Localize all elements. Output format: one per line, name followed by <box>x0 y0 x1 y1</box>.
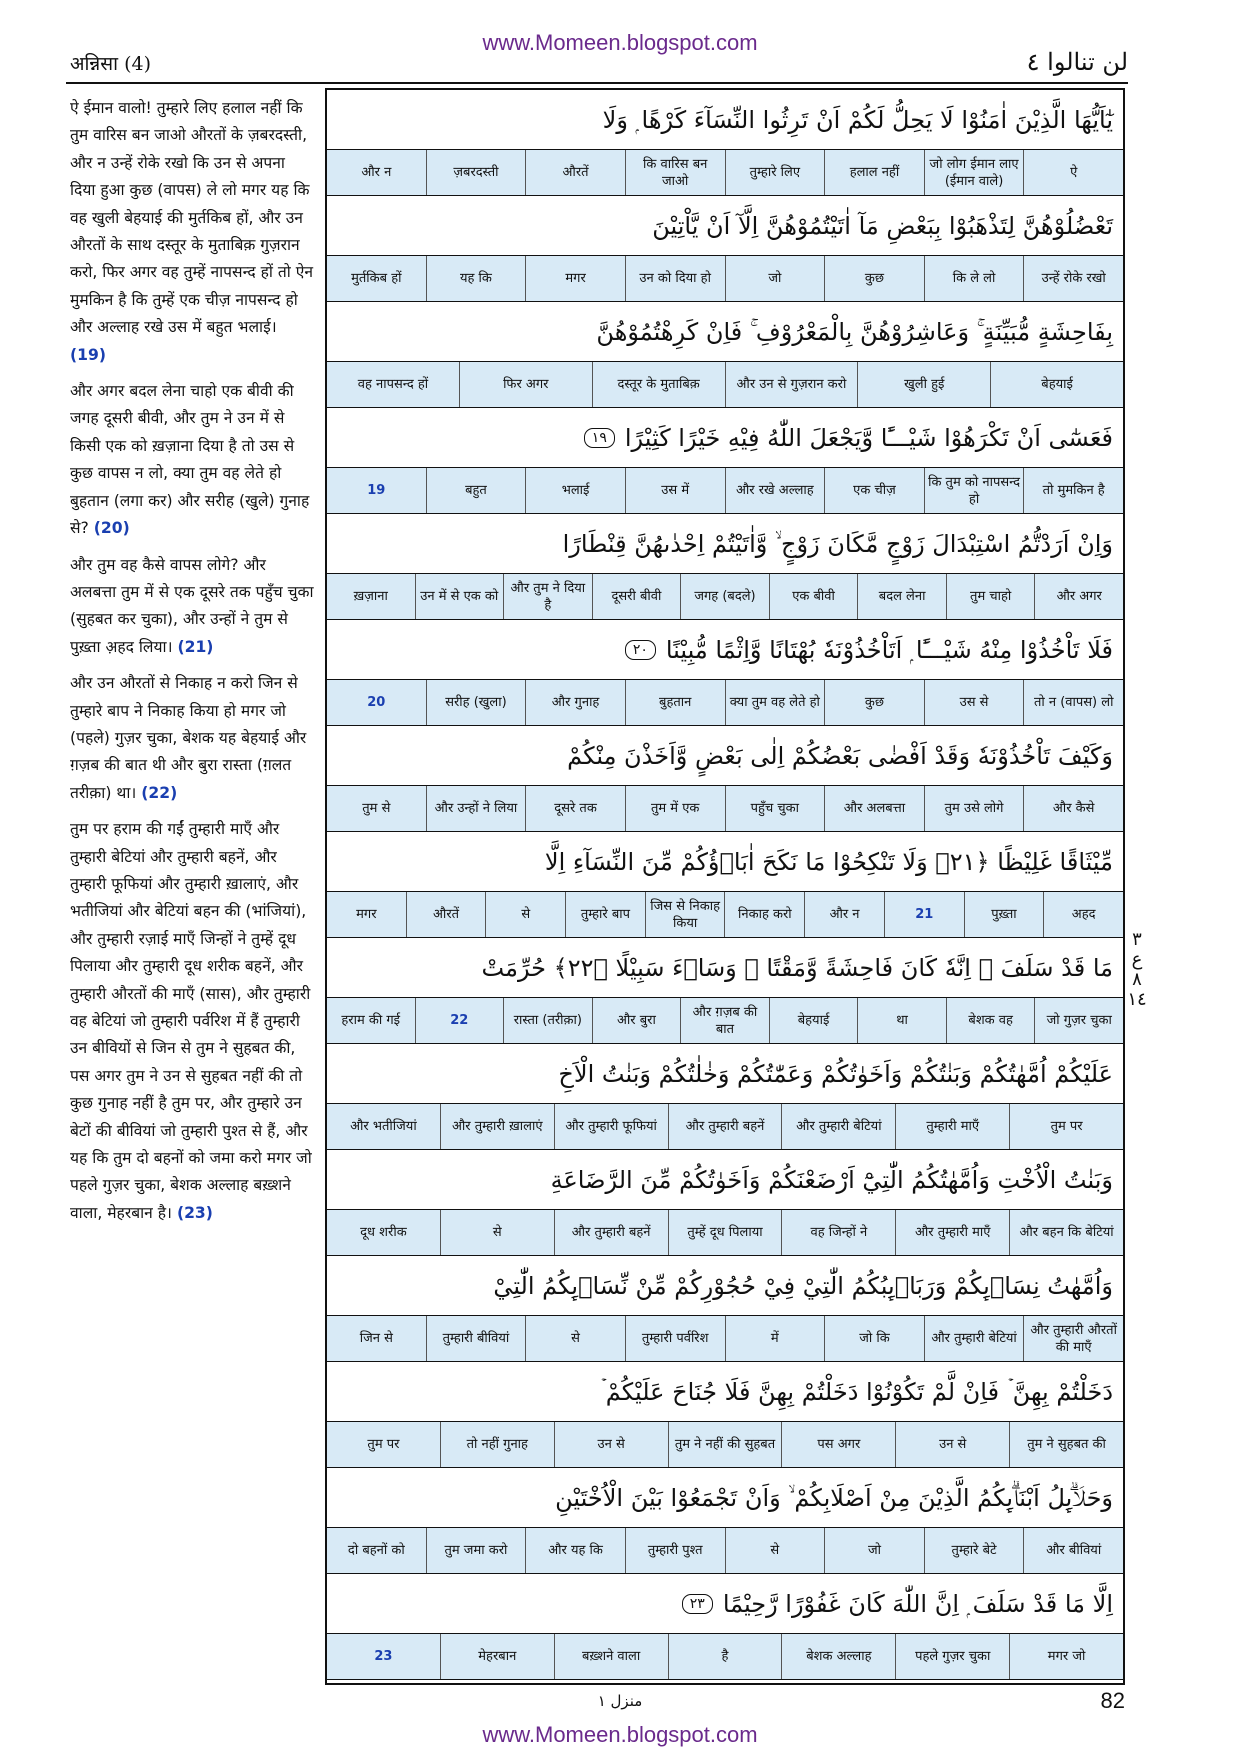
word-cell: बेशक वह <box>946 998 1035 1043</box>
word-cell: पुख़्ता <box>964 892 1044 937</box>
word-cell: तो मुमकिन है <box>1023 468 1123 513</box>
arabic-text: وَكَيْفَ تَاْخُذُوْنَهٗ وَقَدْ اَفْضٰى بَعْضُكُمْ اِلٰى بَعْضٍ وَّاَخَذْنَ مِنْكُمْ <box>567 741 1113 770</box>
word-cell: जो गुज़र चुका <box>1034 998 1123 1043</box>
word-cell: दूसरी बीवी <box>592 574 681 619</box>
word-cell: खुली हुई <box>857 362 990 407</box>
word-cell: जो <box>824 1528 924 1573</box>
word-cell: दस्तूर के मुताबिक़ <box>592 362 725 407</box>
word-cell: कुछ <box>824 256 924 301</box>
word-row <box>327 1634 1123 1680</box>
arabic-text: مَا قَدْ سَلَفَ ۭ اِنَّهٗ كَانَ فَاحِشَةً وَّمَقْتًا ۭ وَسَاۗءَ سَبِيْلًا ﴿٢٢﴾ حُرِّمَتْ <box>481 953 1113 982</box>
word-row <box>327 468 1123 514</box>
word-cell: और तुम ने दिया है <box>503 574 592 619</box>
word-cell: दो बहनों को <box>347 1543 405 1558</box>
arabic-text: مِّيْثَاقًا غَلِيْظًا ﴿٢١﴾ وَلَا تَنْكِحُوْا مَا نَكَحَ اٰبَاۗؤُكُمْ مِّنَ النِّسَآءِ اِلَّا <box>544 847 1113 876</box>
word-cell: 19 <box>367 483 386 498</box>
word-cell: मगर जो <box>1009 1634 1123 1679</box>
word-cell: उन से <box>554 1422 668 1467</box>
word-row <box>327 150 1123 196</box>
arabic-line <box>327 1256 1123 1316</box>
word-cell: बेशक अल्लाह <box>781 1634 895 1679</box>
word-cell: जिस से निकाह किया <box>645 892 725 937</box>
word-cell: बख़्शने वाला <box>554 1634 668 1679</box>
header-divider <box>66 82 1128 84</box>
arabic-text: يٰٓاَيُّهَا الَّذِيْنَ اٰمَنُوْا لَا يَحِلُّ لَكُمْ اَنْ تَرِثُوا النِّسَآءَ كَرْهًا ۭ وَلَا <box>602 105 1113 134</box>
word-cell: निकाह करो <box>724 892 804 937</box>
word-cell: तुम्हारी माएँ <box>895 1104 1009 1149</box>
arabic-line <box>327 514 1123 574</box>
word-cell: तुम जमा करो <box>426 1528 526 1573</box>
word-cell: और गुनाह <box>525 680 625 725</box>
word-cell: और बहन कि बेटियां <box>1009 1210 1123 1255</box>
word-cell: से <box>525 1316 625 1361</box>
word-cell: से <box>485 892 565 937</box>
word-row <box>327 1422 1123 1468</box>
arabic-text: عَلَيْكُمْ اُمَّهٰتُكُمْ وَبَنٰتُكُمْ وَاَخَوٰتُكُمْ وَعَمّٰتُكُمْ وَخٰلٰتُكُمْ وَبَنٰتُ الْاَخِ <box>558 1059 1113 1088</box>
translation-text: तुम पर हराम की गईं तुम्हारी माएँ और तुम्हारी बेटियां और तुम्हारी बहनें, और तुम्हारी फूफियां और तुम्हारी ख़ालाएं, और भतीजियां और बेटियां बहन की (भांजियां), और तुम्हारी रज़ाई माएँ जिन्हों ने तुम्हें दूध पिलाया और तुम्हारी दूध शरीक बहनें, और तुम्हारी औरतों की माएँ (सास), और तुम्हारी वह बेटियां जो तुम्हारी पर्वरिश में हैं तुम्हारी उन बीवियों से जिन से तुम ने सुहबत की, पस अगर तुम ने उन से सुहबत नहीं की तो कुछ गुनाह नहीं है तुम पर, और तुम्हारे उन बेटों की बीवियां जो तुम्हारी पुश्त से हैं, और यह कि तुम दो बहनों को जमा करो मगर जो पहले गुज़र चुका, बेशक अल्लाह बख़्शने वाला, मेहरबान है। <box>70 820 312 1222</box>
translation-text: ऐ ईमान वालो! तुम्हारे लिए हलाल नहीं कि तुम वारिस बन जाओ औरतों के ज़बरदस्ती, और न उन्हें रोके रखो कि उन से अपना दिया हुआ कुछ (वापस) ले लो मगर यह कि वह खुली बेहयाई की मुर्तकिब हों, और उन औरतों के साथ दस्तूर के मुताबिक़ गुज़रान करो, फिर अगर वह तुम्हें नापसन्द हों तो ऐन मुमकिन है कि तुम्हें एक चीज़ नापसन्द हो और अल्लाह रखे उस में बहुत भलाई। <box>70 99 314 337</box>
arabic-line <box>327 938 1123 998</box>
arabic-line <box>327 196 1123 256</box>
word-cell: तुम ने सुहबत की <box>1009 1422 1123 1467</box>
verse-number: (20) <box>93 519 130 538</box>
page-number: 82 <box>1100 1688 1125 1713</box>
word-cell: तुम ने नहीं की सुहबत <box>668 1422 782 1467</box>
word-cell: और तुम्हारी बेटियां <box>924 1316 1024 1361</box>
translation-text: और तुम वह कैसे वापस लोगे? और अलबत्ता तुम में से एक दूसरे तक पहुँच चुका (सुहबत कर चुका), और उन्हों ने तुम से पुख़्ता अ़हद लिया। <box>70 555 314 656</box>
footer-url[interactable]: www.Momeen.blogspot.com <box>482 1722 758 1747</box>
word-cell: क्या तुम वह लेते हो <box>725 680 825 725</box>
arabic-text: تَعْضُلُوْهُنَّ لِتَذْهَبُوْا بِبَعْضِ مَآ اٰتَيْتُمُوْهُنَّ اِلَّآ اَنْ يَّاْتِيْنَ <box>652 211 1113 240</box>
word-cell: और अगर <box>1034 574 1123 619</box>
surah-name: अन्निसा (4) <box>70 53 151 75</box>
word-cell: और ग़ज़ब की बात <box>680 998 769 1043</box>
word-cell: तुम पर <box>367 1437 400 1452</box>
verse-band <box>327 408 1123 514</box>
ruku-mark <box>1127 930 1147 1010</box>
arabic-text: وَاُمَّهٰتُ نِسَاۗىِٕكُمْ وَرَبَاۗىِٕبُكُمُ الّٰتِيْ فِيْ حُجُوْرِكُمْ مِّنْ نِّسَاۗىِٕكُمُ الّٰتِيْ <box>493 1271 1113 1300</box>
arabic-line <box>327 832 1123 892</box>
word-cell: और उन से गुज़रान करो <box>725 362 858 407</box>
translation-paragraph <box>70 670 315 807</box>
word-cell: और कैसे <box>1023 786 1123 831</box>
word-cell: तुम में एक <box>625 786 725 831</box>
verse-number: (23) <box>176 1203 213 1222</box>
ruku-mark-glyph: ع <box>1131 949 1143 970</box>
arabic-line <box>327 408 1123 468</box>
word-cell: 21 <box>884 892 964 937</box>
arabic-text: وَاِنْ اَرَدْتُّمُ اسْتِبْدَالَ زَوْجٍ مَّكَانَ زَوْجٍ ۙ وَّاٰتَيْتُمْ اِحْدٰىهُنَّ قِنْطَارًا <box>562 529 1113 558</box>
word-cell: एक चीज़ <box>824 468 924 513</box>
word-cell: हलाल नहीं <box>824 150 924 195</box>
verse-band <box>327 620 1123 726</box>
word-row <box>327 1210 1123 1256</box>
arabic-line <box>327 1468 1123 1528</box>
word-cell: उन्हें रोके रखो <box>1023 256 1123 301</box>
verse-number: (22) <box>141 783 178 802</box>
translation-text: और अगर बदल लेना चाहो एक बीवी की जगह दूसरी बीवी, और तुम ने उन में से किसी एक को ख़ज़ाना दिया है तो उस से कुछ वापस न लो, क्या तुम वह लेते हो बुहतान (लगा कर) और सरीह (खुले) गुनाह से? <box>70 382 310 538</box>
verse-number: (19) <box>70 345 106 364</box>
word-cell: बेहयाई <box>990 362 1123 407</box>
word-cell: दूध शरीक <box>360 1225 407 1240</box>
translation-paragraph <box>70 378 315 542</box>
verse-band <box>327 1256 1123 1362</box>
arabic-text: دَخَلْتُمْ بِهِنَّ ۡ فَاِنْ لَّمْ تَكُوْنُوْا دَخَلْتُمْ بِهِنَّ فَلَا جُنَاحَ عَلَيْكُمْ ۡ <box>599 1377 1113 1406</box>
word-cell: कि तुम को नापसन्द हो <box>924 468 1024 513</box>
word-cell: और न <box>804 892 884 937</box>
word-cell: से <box>440 1210 554 1255</box>
word-cell: तुम उसे लोगे <box>924 786 1024 831</box>
manzil-label: منزل ۱ <box>597 1692 643 1710</box>
word-cell: और बीवियां <box>1023 1528 1123 1573</box>
verse-band <box>327 726 1123 832</box>
verse-band <box>327 1574 1123 1680</box>
word-cell: और तुम्हारी माएँ <box>895 1210 1009 1255</box>
word-cell: बदल लेना <box>857 574 946 619</box>
word-cell: वह नापसन्द हों <box>357 377 429 392</box>
translation-paragraph <box>70 816 315 1227</box>
word-cell: कि ले लो <box>924 256 1024 301</box>
verse-band <box>327 90 1123 196</box>
word-cell: पहुँच चुका <box>725 786 825 831</box>
word-cell: दूसरे तक <box>525 786 625 831</box>
word-cell: एक बीवी <box>769 574 858 619</box>
arabic-text: فَلَا تَاْخُذُوْا مِنْهُ شَيْـــًٔا ۭ اَتَاْخُذُوْنَهٗ بُهْتَانًا وَّاِثْمًا مُّبِيْنًا <box>665 635 1113 664</box>
translation-paragraph <box>70 95 315 369</box>
arabic-line <box>327 726 1123 786</box>
word-cell: जो लोग ईमान लाए (ईमान वाले) <box>924 150 1024 195</box>
word-row <box>327 256 1123 302</box>
word-cell: तुम्हें दूध पिलाया <box>668 1210 782 1255</box>
arabic-text: وَبَنٰتُ الْاُخْتِ وَاُمَّهٰتُكُمُ الّٰتِيْٓ اَرْضَعْنَكُمْ وَاَخَوٰتُكُمْ مِّنَ الرَّضَاعَةِ <box>550 1165 1113 1194</box>
translation-text: और उन औरतों से निकाह न करो जिन से तुम्हारे बाप ने निकाह किया हो मगर जो (पहले) गुज़र चुका, बेशक यह बेहयाई और ग़ज़ब की बात थी और बुरा रास्ता (ग़लत तरीक़ा) था। <box>70 674 307 802</box>
arabic-text: بِفَاحِشَةٍ مُّبَيِّنَةٍ ۚ وَعَاشِرُوْهُنَّ بِالْمَعْرُوْفِ ۚ فَاِنْ كَرِهْتُمُوْهُنَّ <box>596 317 1113 346</box>
word-cell: जो <box>725 256 825 301</box>
word-cell: और तुम्हारी ख़ालाएं <box>440 1104 554 1149</box>
verse-band <box>327 1468 1123 1574</box>
word-cell: और तुम्हारी बेटियां <box>781 1104 895 1149</box>
word-row <box>327 892 1123 938</box>
word-cell: तुम्हारी पुश्त <box>625 1528 725 1573</box>
word-cell: तो न (वापस) लो <box>1023 680 1123 725</box>
word-cell: बुहतान <box>625 680 725 725</box>
word-cell: सरीह (खुला) <box>426 680 526 725</box>
word-row <box>327 574 1123 620</box>
verse-band <box>327 1362 1123 1468</box>
word-cell: औरतें <box>525 150 625 195</box>
word-cell: जिन से <box>359 1331 393 1346</box>
word-cell: उस से <box>924 680 1024 725</box>
ruku-mark-glyph: ٣ <box>1132 929 1142 950</box>
word-cell: कि वारिस बन जाओ <box>625 150 725 195</box>
word-cell: अहद <box>1043 892 1123 937</box>
arabic-text: فَعَسٰٓى اَنْ تَكْرَهُوْا شَيْـــًٔا وَّيَجْعَلَ اللّٰهُ فِيْهِ خَيْرًا كَثِيْرًا <box>624 423 1113 452</box>
word-cell: और रखे अल्लाह <box>725 468 825 513</box>
word-cell: औरतें <box>406 892 486 937</box>
word-row <box>327 786 1123 832</box>
word-cell: पस अगर <box>781 1422 895 1467</box>
hindi-translation <box>70 95 315 1685</box>
word-cell: है <box>668 1634 782 1679</box>
word-cell: हराम की गई <box>341 1013 401 1028</box>
word-row <box>327 1528 1123 1574</box>
arabic-line <box>327 1574 1123 1634</box>
word-cell: ख़ज़ाना <box>353 589 388 604</box>
word-cell: और यह कि <box>525 1528 625 1573</box>
ayah-number: ٢٠ <box>625 640 656 660</box>
word-cell: 22 <box>415 998 504 1043</box>
ruku-mark-glyph: ١٤ <box>1127 989 1147 1010</box>
word-cell: ज़बरदस्ती <box>426 150 526 195</box>
ruku-mark-glyph: ٨ <box>1132 969 1142 990</box>
arabic-line <box>327 1044 1123 1104</box>
word-cell: उस में <box>625 468 725 513</box>
word-cell: से <box>725 1528 825 1573</box>
word-cell: और न <box>361 165 392 180</box>
word-cell: तुम्हारे बाप <box>565 892 645 937</box>
word-cell: और भतीजियां <box>350 1119 417 1134</box>
word-cell: तुम से <box>362 801 391 816</box>
word-cell: कुछ <box>824 680 924 725</box>
word-cell: और बुरा <box>592 998 681 1043</box>
arabic-line <box>327 302 1123 362</box>
word-cell: ऐ <box>1023 150 1123 195</box>
arabic-line <box>327 1150 1123 1210</box>
word-cell: यह कि <box>426 256 526 301</box>
word-cell: उन में से एक को <box>415 574 504 619</box>
word-cell: तुम्हारे बेटे <box>924 1528 1024 1573</box>
word-cell: तुम्हारी बीवियां <box>426 1316 526 1361</box>
verse-band <box>327 196 1123 302</box>
word-cell: तुम पर <box>1009 1104 1123 1149</box>
ayah-number: ٢٣ <box>682 1594 713 1614</box>
ayah-number: ١٩ <box>584 428 615 448</box>
word-row <box>327 998 1123 1044</box>
arabic-text: اِلَّا مَا قَدْ سَلَفَ ۭ اِنَّ اللّٰهَ كَانَ غَفُوْرًا رَّحِيْمًا <box>722 1589 1113 1618</box>
word-row <box>327 1316 1123 1362</box>
word-cell: फिर अगर <box>459 362 592 407</box>
verse-band <box>327 514 1123 620</box>
word-cell: उन को दिया हो <box>625 256 725 301</box>
word-cell: तुम्हारे लिए <box>725 150 825 195</box>
verse-band <box>327 1044 1123 1150</box>
arabic-line <box>327 620 1123 680</box>
word-cell: रास्ता (तरीक़ा) <box>503 998 592 1043</box>
word-row <box>327 362 1123 408</box>
word-cell: और अलबत्ता <box>824 786 924 831</box>
word-cell: और तुम्हारी फूफियां <box>554 1104 668 1149</box>
word-cell: मुर्तकिब हों <box>351 271 402 286</box>
arabic-line <box>327 1362 1123 1422</box>
word-cell: मगर <box>356 907 377 922</box>
word-cell: मगर <box>525 256 625 301</box>
word-row <box>327 1104 1123 1150</box>
word-cell: बहुत <box>426 468 526 513</box>
word-cell: 23 <box>374 1649 393 1664</box>
word-cell: तुम्हारी पर्वरिश <box>625 1316 725 1361</box>
arabic-line <box>327 90 1123 150</box>
word-cell: भलाई <box>525 468 625 513</box>
juz-name: لن تنالوا ٤ <box>1026 48 1128 76</box>
verse-band <box>327 1150 1123 1256</box>
word-cell: 20 <box>367 695 386 710</box>
arabic-text: وَحَلَاۗىِٕلُ اَبْنَاۗىِٕكُمُ الَّذِيْنَ مِنْ اَصْلَابِكُمْ ۙ وَاَنْ تَجْمَعُوْا بَيْنَ الْاُخْتَيْنِ <box>555 1483 1113 1512</box>
word-cell: और तुम्हारी बहनें <box>668 1104 782 1149</box>
word-cell: तुम चाहो <box>946 574 1035 619</box>
verse-number: (21) <box>177 637 214 656</box>
word-cell: उन से <box>895 1422 1009 1467</box>
verse-band <box>327 938 1123 1044</box>
verse-band <box>327 302 1123 408</box>
word-cell: और उन्हों ने लिया <box>426 786 526 831</box>
word-by-word-table <box>325 88 1125 1685</box>
word-cell: पहले गुज़र चुका <box>895 1634 1009 1679</box>
word-cell: बेहयाई <box>769 998 858 1043</box>
word-cell: और तुम्हारी औरतों की माएँ <box>1023 1316 1123 1361</box>
word-cell: था <box>857 998 946 1043</box>
word-cell: तो नहीं गुनाह <box>440 1422 554 1467</box>
verse-band <box>327 832 1123 938</box>
word-cell: में <box>725 1316 825 1361</box>
translation-paragraph <box>70 552 315 662</box>
word-cell: वह जिन्हों ने <box>781 1210 895 1255</box>
header-url[interactable]: www.Momeen.blogspot.com <box>482 30 758 55</box>
word-cell: जगह (बदले) <box>680 574 769 619</box>
word-cell: और तुम्हारी बहनें <box>554 1210 668 1255</box>
word-cell: मेहरबान <box>440 1634 554 1679</box>
word-cell: जो कि <box>824 1316 924 1361</box>
word-row <box>327 680 1123 726</box>
